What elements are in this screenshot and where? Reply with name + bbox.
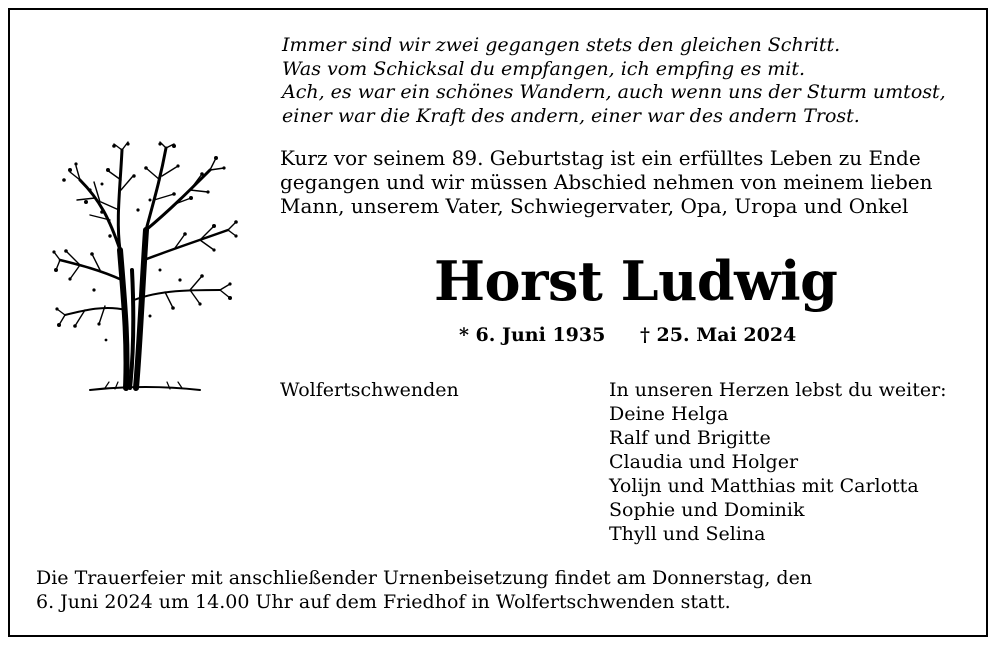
tree-icon: [50, 140, 242, 398]
family-line: Sophie und Dominik: [609, 499, 805, 521]
footer-line: Die Trauerfeier mit anschließender Urnenbeisetzung findet am Donnerstag, den: [36, 567, 813, 589]
family-line: Yolijn und Matthias mit Carlotta: [609, 475, 919, 497]
intro-line: Mann, unserem Vater, Schwiegervater, Opa, Uropa und Onkel: [280, 194, 909, 218]
poem: [282, 34, 946, 128]
family-line: Ralf und Brigitte: [609, 427, 771, 449]
family-line: Claudia und Holger: [609, 451, 799, 473]
intro-line: Kurz vor seinem 89. Geburtstag ist ein erfülltes Leben zu Ende: [280, 146, 921, 170]
poem-line: Immer sind wir zwei gegangen stets den gleichen Schritt.: [282, 34, 841, 56]
poem-line: Ach, es war ein schönes Wandern, auch wenn uns der Sturm umtost,: [282, 81, 946, 103]
family-line: Deine Helga: [609, 403, 729, 425]
intro-line: gegangen und wir müssen Abschied nehmen von meinem lieben: [280, 170, 933, 194]
family-line: Thyll und Selina: [609, 523, 766, 545]
intro-text: [280, 146, 933, 218]
birth-date: * 6. Juni 1935: [459, 324, 606, 346]
place: Wolfertschwenden: [280, 379, 459, 401]
funeral-info: [36, 566, 812, 614]
footer-line: 6. Juni 2024 um 14.00 Uhr auf dem Friedhof in Wolfertschwenden statt.: [36, 591, 731, 613]
death-date: † 25. Mai 2024: [640, 324, 797, 346]
poem-line: einer war die Kraft des andern, einer war des andern Trost.: [282, 104, 860, 127]
poem-line: Was vom Schicksal du empfangen, ich empfing es mit.: [282, 57, 806, 80]
deceased-name: Horst Ludwig: [434, 249, 838, 313]
family-line: In unseren Herzen lebst du weiter:: [609, 379, 947, 401]
family-list: [609, 378, 947, 546]
